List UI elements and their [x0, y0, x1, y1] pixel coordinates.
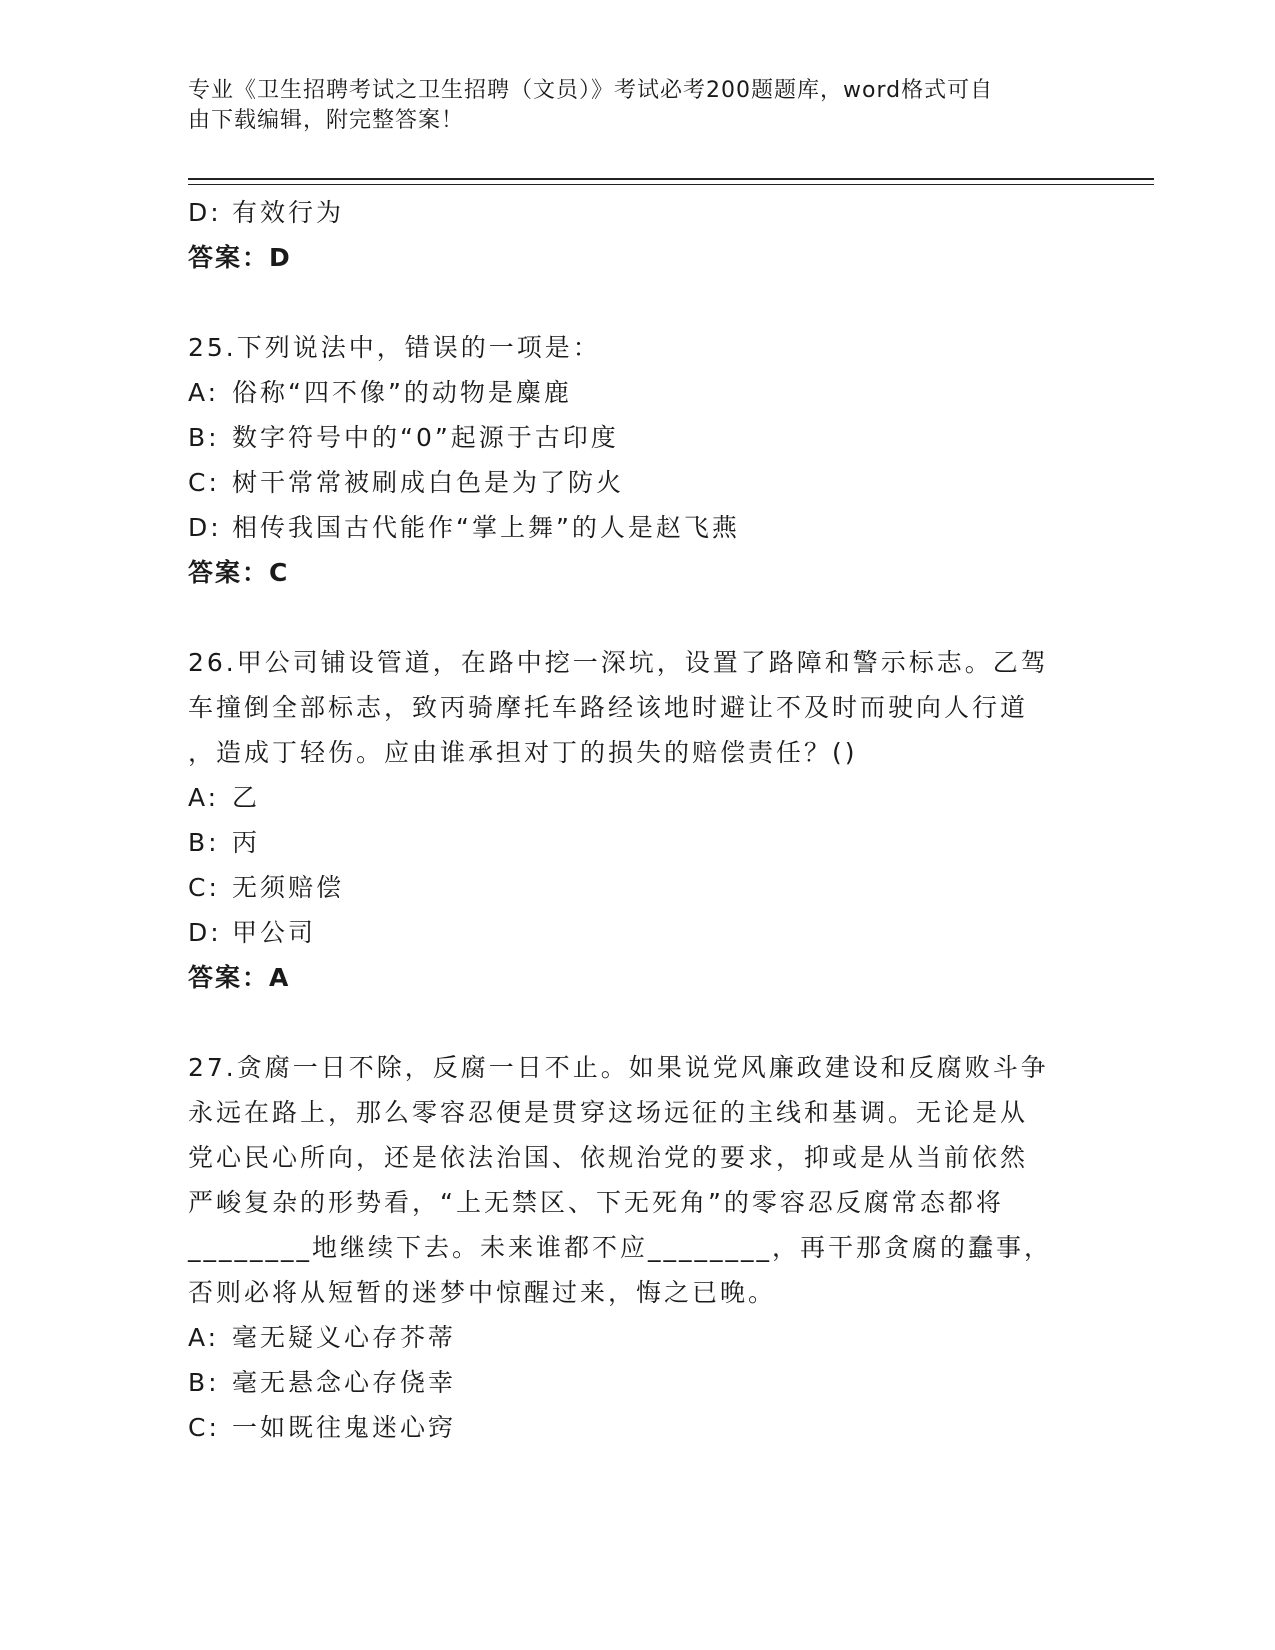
stem-line: 车撞倒全部标志，致丙骑摩托车路经该地时避让不及时而驶向人行道 [188, 693, 1029, 722]
option-letter: A: [188, 378, 220, 407]
answer-line: 答案：A [188, 963, 291, 992]
option-text: 毫无疑义心存芥蒂 [232, 1323, 457, 1352]
option-letter: C: [188, 1413, 220, 1442]
option-text: 树干常常被刷成白色是为了防火 [232, 468, 625, 497]
stem-line: 否则必将从短暂的迷梦中惊醒过来，悔之已晚。 [188, 1278, 777, 1307]
option-b [188, 820, 1088, 865]
option-text: 俗称“四不像”的动物是麋鹿 [232, 378, 572, 407]
option-text: 甲公司 [232, 918, 317, 947]
option-text: 乙 [232, 783, 261, 812]
option-letter: B: [188, 828, 220, 857]
stem-line: 26.甲公司铺设管道，在路中挖一深坑，设置了路障和警示标志。乙驾 [188, 648, 1049, 677]
option-text: 丙 [232, 828, 261, 857]
option-letter: B: [188, 423, 220, 452]
question-25 [188, 325, 1088, 595]
option-letter: A: [188, 783, 220, 812]
stem-line: 27.贪腐一日不除，反腐一日不止。如果说党风廉政建设和反腐败斗争 [188, 1053, 1049, 1082]
stem-line: 严峻复杂的形势看，“上无禁区、下无死角”的零容忍反腐常态都将 [188, 1188, 1004, 1217]
stem-line: ________地继续下去。未来谁都不应________，再干那贪腐的蠢事， [188, 1233, 1053, 1262]
option-text: 有效行为 [232, 198, 345, 227]
question-stem [188, 1045, 1088, 1315]
page-header [188, 76, 1068, 136]
header-line-2: 由下载编辑，附完整答案！ [188, 108, 465, 133]
option-d [188, 910, 1088, 955]
option-b [188, 415, 1088, 460]
header-line-1: 专业《卫生招聘考试之卫生招聘（文员）》考试必考200题题库，word格式可自 [188, 78, 994, 103]
option-a [188, 370, 1088, 415]
option-letter: D: [188, 513, 222, 542]
question-26 [188, 640, 1088, 1000]
option-letter: A: [188, 1323, 220, 1352]
question-27 [188, 1045, 1088, 1450]
document-body [188, 190, 1088, 1450]
stem-line: 永远在路上，那么零容忍便是贯穿这场远征的主线和基调。无论是从 [188, 1098, 1029, 1127]
option-a [188, 775, 1088, 820]
stem-line: 党心民心所向，还是依法治国、依规治党的要求，抑或是从当前依然 [188, 1143, 1029, 1172]
option-c [188, 865, 1088, 910]
option-c [188, 1405, 1088, 1450]
option-d [188, 190, 1088, 235]
question-stem: 25.下列说法中，错误的一项是： [188, 333, 601, 362]
option-letter: C: [188, 468, 220, 497]
stem-line: ，造成丁轻伤。应由谁承担对丁的损失的赔偿责任？() [188, 738, 858, 767]
answer-line: 答案：C [188, 558, 290, 587]
header-rule-thin [188, 184, 1154, 185]
option-d [188, 505, 1088, 550]
answer-line: 答案：D [188, 243, 292, 272]
option-text: 毫无悬念心存侥幸 [232, 1368, 457, 1397]
option-letter: C: [188, 873, 220, 902]
option-text: 相传我国古代能作“掌上舞”的人是赵飞燕 [232, 513, 740, 542]
option-letter: D: [188, 198, 222, 227]
option-c [188, 460, 1088, 505]
question-stem [188, 640, 1088, 775]
option-text: 无须赔偿 [232, 873, 345, 902]
option-b [188, 1360, 1088, 1405]
option-text: 一如既往鬼迷心窍 [232, 1413, 457, 1442]
option-letter: D: [188, 918, 222, 947]
option-letter: B: [188, 1368, 220, 1397]
option-text: 数字符号中的“0”起源于古印度 [232, 423, 619, 452]
option-a [188, 1315, 1088, 1360]
header-rule-thick [188, 178, 1154, 180]
